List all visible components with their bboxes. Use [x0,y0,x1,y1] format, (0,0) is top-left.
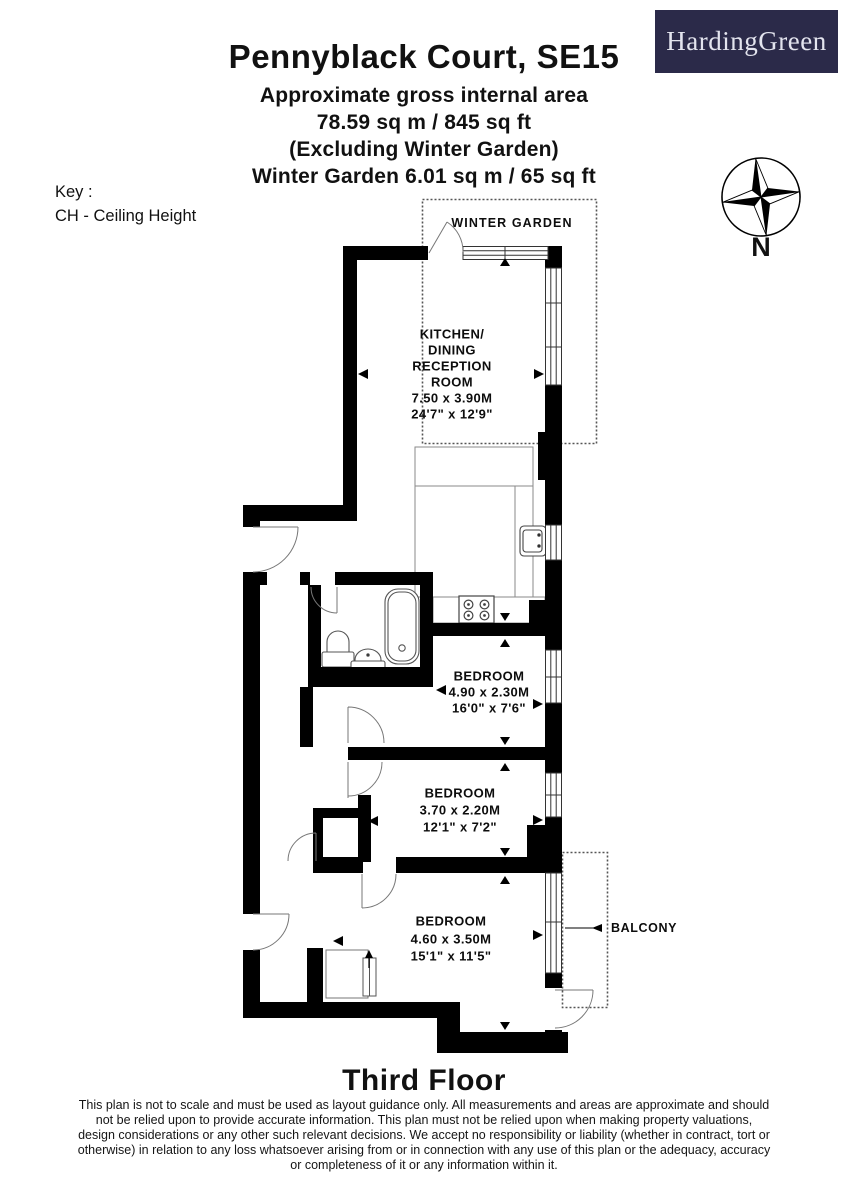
room-label-bedroom2-dimensions-m: 3.70 x 2.20M [419,802,501,818]
room-label-kitchen-dimensions-ft: 24'7" x 12'9" [411,406,493,422]
key-label: Key : [55,183,93,201]
page-title: Pennyblack Court, SE15 [228,38,620,75]
room-label-bedroom2: BEDROOM [424,785,496,801]
stove-icon [459,596,494,623]
floor-title: Third Floor [342,1064,506,1097]
closet [326,950,368,998]
toilet-icon [322,631,354,667]
bathroom-sink-icon [351,649,385,669]
room-label-kitchen-dimensions-m: 7.50 x 3.90M [411,390,493,406]
kitchen-sink-icon [520,526,546,556]
compass-north-label: N [751,232,771,262]
subtitle-size: 78.59 sq m / 845 sq ft [316,111,532,134]
room-label-kitchen: DINING [428,342,476,358]
disclaimer-line: This plan is not to scale and must be used as layout guidance only. All measurements and areas are approximate and should [78,1098,770,1112]
disclaimer-line: otherwise) in relation to any loss whatsoever arising from or in connection with any use of this plan or the adequacy, accuracy [77,1143,771,1157]
key-item-ceiling-height: CH - Ceiling Height [55,207,197,225]
room-label-kitchen: RECEPTION [412,358,492,374]
room-label-bedroom1-dimensions-ft: 16'0" x 7'6" [452,700,526,716]
bathtub-icon [385,589,419,664]
room-label-bedroom3: BEDROOM [415,913,487,929]
room-label-bedroom2-dimensions-ft: 12'1" x 7'2" [423,819,497,835]
disclaimer-line: or completeness of it or any information within it. [290,1158,558,1172]
room-label-kitchen: ROOM [430,374,474,390]
room-label-balcony: BALCONY [611,921,678,935]
room-label-bedroom1: BEDROOM [453,668,525,684]
subtitle-excluding: (Excluding Winter Garden) [289,138,559,161]
subtitle-winter-garden: Winter Garden 6.01 sq m / 65 sq ft [252,165,596,188]
subtitle-area: Approximate gross internal area [259,84,589,107]
room-label-bedroom3-dimensions-ft: 15'1" x 11'5" [410,948,492,964]
room-label-winter-garden: WINTER GARDEN [451,216,573,230]
disclaimer-line: design considerations or any other such relevant decisions. We accept no responsibility or liability (whether in contract, tort or [78,1128,770,1142]
room-label-kitchen: KITCHEN/ [419,326,485,342]
room-label-bedroom3-dimensions-m: 4.60 x 3.50M [410,931,492,947]
agency-logo-text: HardingGreen [666,26,827,56]
disclaimer-line: not be relied upon to provide accurate information. This plan must not be relied upon when making property valuations, [95,1113,753,1127]
room-label-bedroom1-dimensions-m: 4.90 x 2.30M [448,684,530,700]
